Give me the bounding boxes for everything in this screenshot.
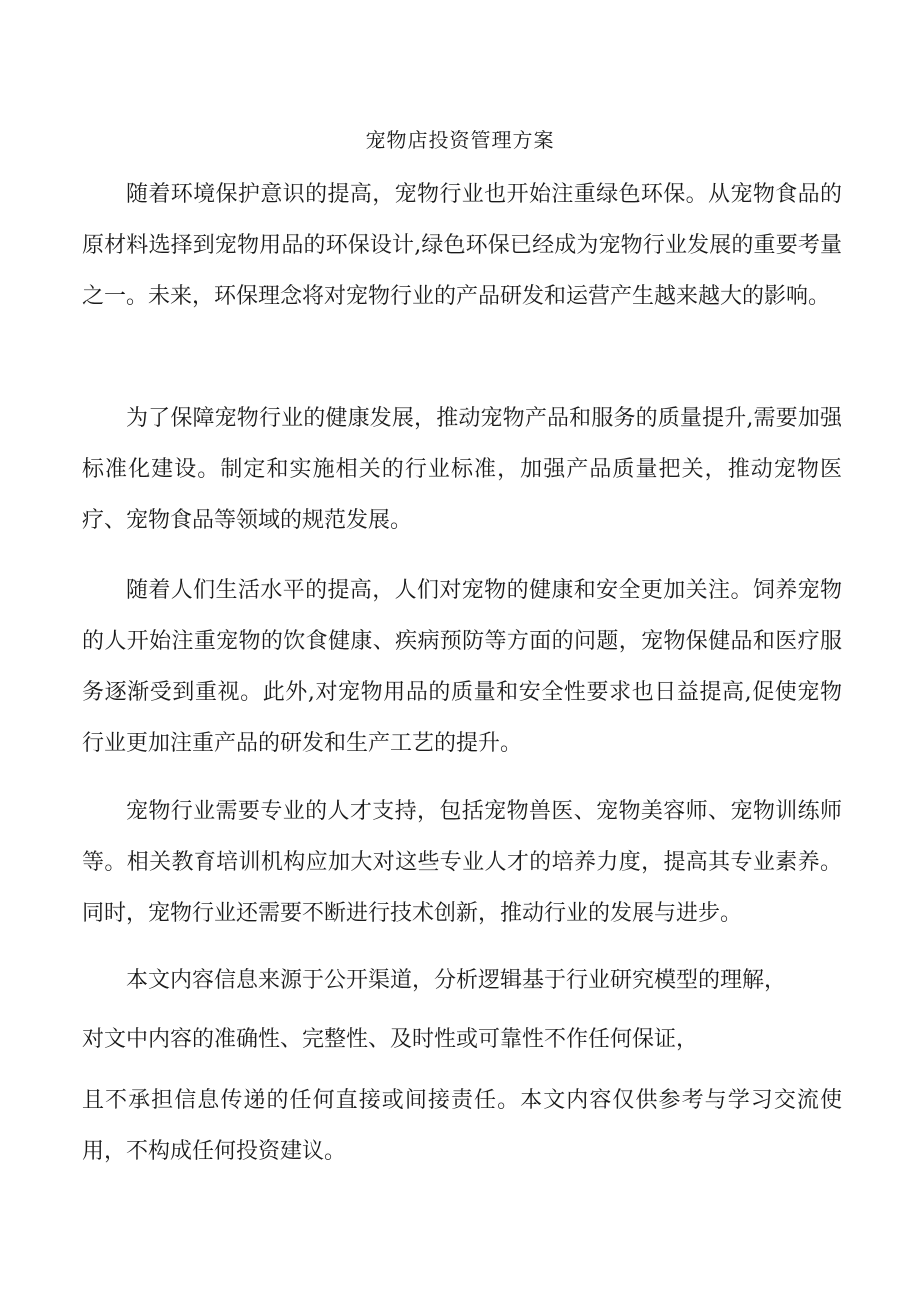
page-title: 宠物店投资管理方案 [365,128,555,152]
paragraph-green-environment: 随着环境保护意识的提高，宠物行业也开始注重绿色环保。从宠物食品的原材料选择到宠物用品的环保设计,绿色环保已经成为宠物行业发展的重要考量之一。未来，环保理念将对宠物行业的产品研发和运营产生越来越大的影响。 [82,182,842,309]
paragraph-talent-support: 宠物行业需要专业的人才支持，包括宠物兽医、宠物美容师、宠物训练师等。相关教育培训机构应加大对这些专业人才的培养力度，提高其专业素养。同时，宠物行业还需要不断进行技术创新，推动行业的发展与进步。 [82,799,842,926]
disclaimer-line-3: 且不承担信息传递的任何直接或间接责任。本文内容仅供参考与学习交流使用，不构成任何投资建议。 [82,1088,842,1164]
paragraph-standardization: 为了保障宠物行业的健康发展，推动宠物产品和服务的质量提升,需要加强标准化建设。制定和实施相关的行业标准，加强产品质量把关，推动宠物医疗、宠物食品等领域的规范发展。 [82,406,842,533]
disclaimer-line-2: 对文中内容的准确性、完整性、及时性或可靠性不作任何保证， [82,1027,699,1052]
disclaimer-line-1: 本文内容信息来源于公开渠道，分析逻辑基于行业研究模型的理解， [126,968,787,993]
paragraph-health-safety: 随着人们生活水平的提高，人们对宠物的健康和安全更加关注。饲养宠物的人开始注重宠物的饮食健康、疾病预防等方面的问题，宠物保健品和医疗服务逐渐受到重视。此外,对宠物用品的质量和安全性要求也日益提高,促使宠物行业更加注重产品的研发和生产工艺的提升。 [82,578,842,756]
